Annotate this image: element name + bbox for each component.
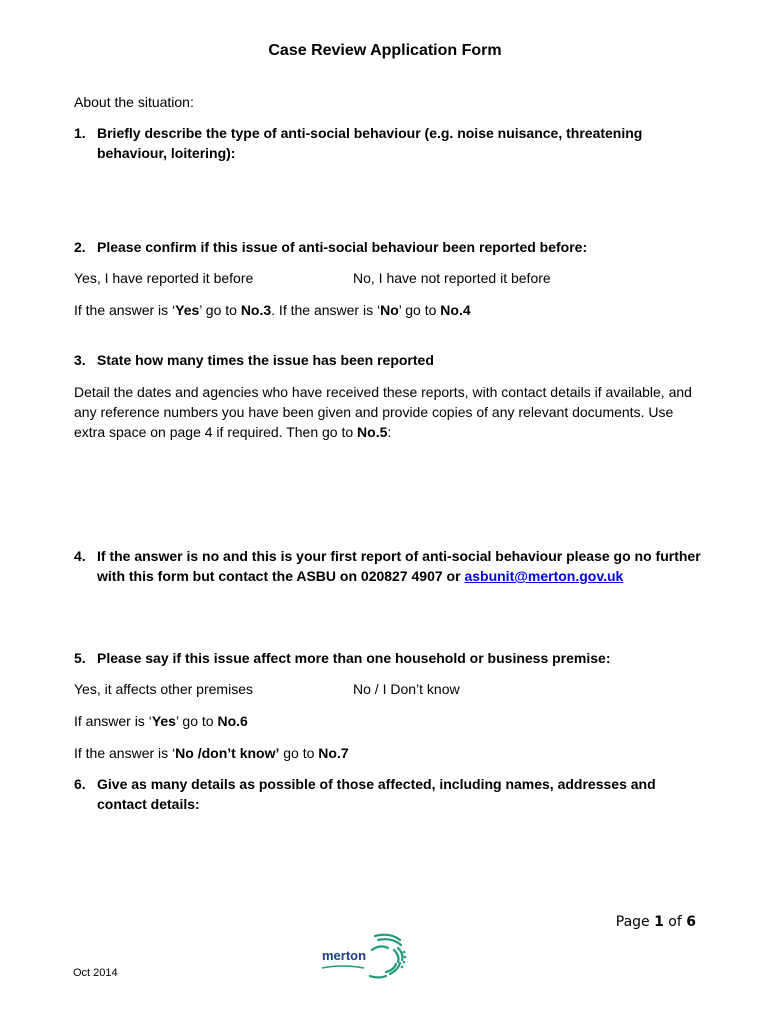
routing-text: go to <box>279 745 319 761</box>
question-text: State how many times the issue has been reported <box>97 352 434 368</box>
option-no[interactable]: No / I Don’t know <box>353 681 460 697</box>
question-number: 5. <box>74 650 86 666</box>
routing-target: No.4 <box>440 302 471 318</box>
routing-target: No.6 <box>217 713 248 729</box>
routing-target: No.7 <box>318 745 349 761</box>
footer-date: Oct 2014 <box>73 967 118 979</box>
option-no[interactable]: No, I have not reported it before <box>353 270 551 286</box>
page-total: 6 <box>686 914 696 930</box>
page-prefix: Page <box>615 914 655 930</box>
question-text-body: If the answer is no and this is your first report of anti-social behaviour please go no further with this form but contact the ASBU on 020827 4907 or <box>97 548 701 584</box>
asbu-email-link[interactable]: asbunit@merton.gov.uk <box>464 568 624 584</box>
routing-text: If answer is ‘ <box>74 713 152 729</box>
routing-text: . If the answer is ‘ <box>271 302 381 318</box>
question-number: 1. <box>74 125 86 141</box>
routing-yes: Yes <box>151 713 176 729</box>
q2-options <box>74 268 704 288</box>
question-number: 4. <box>74 548 86 564</box>
option-yes[interactable]: Yes, I have reported it before <box>74 270 254 286</box>
routing-text: ’ go to <box>398 302 441 318</box>
page-number <box>616 914 696 930</box>
question-text: Briefly describe the type of anti-social behaviour (e.g. noise nuisance, threatening behaviour, loitering): <box>97 125 643 161</box>
routing-yes: Yes <box>175 302 200 318</box>
q5-routing-no <box>74 743 704 763</box>
question-text: Please confirm if this issue of anti-social behaviour been reported before: <box>97 239 588 255</box>
routing-target: No.3 <box>240 302 272 318</box>
routing-text: If the answer is ‘ <box>74 302 176 318</box>
detail-text: Detail the dates and agencies who have received these reports, with contact details if available, and any reference numbers you have been given and provide copies of any relevant documents. Use extra space on page 4 if required. Then go to <box>74 384 692 440</box>
question-5 <box>74 648 704 668</box>
q2-routing <box>74 300 704 320</box>
routing-no: No <box>380 302 399 318</box>
routing-no: No /don’t know’ <box>175 745 280 761</box>
page-current: 1 <box>654 914 664 930</box>
question-6 <box>74 774 704 814</box>
question-number: 2. <box>74 239 86 255</box>
intro-text: About the situation: <box>74 94 194 110</box>
q5-options <box>74 679 704 699</box>
question-1 <box>74 123 704 163</box>
question-number: 6. <box>74 776 86 792</box>
q3-detail <box>74 382 704 442</box>
logo-text: merton <box>322 948 367 963</box>
form-title: Case Review Application Form <box>268 42 502 59</box>
question-3 <box>74 350 704 370</box>
question-2 <box>74 237 704 257</box>
question-4 <box>74 546 704 586</box>
question-text <box>97 546 704 586</box>
question-number: 3. <box>74 352 86 368</box>
routing-text: If the answer is ‘ <box>74 745 176 761</box>
merton-logo <box>320 930 412 982</box>
detail-text: : <box>387 424 392 440</box>
q5-routing-yes <box>74 711 704 731</box>
routing-text: ’ go to <box>199 302 241 318</box>
routing-target: No.5 <box>357 424 388 440</box>
option-yes[interactable]: Yes, it affects other premises <box>74 681 253 697</box>
routing-text: ’ go to <box>175 713 218 729</box>
question-text: Give as many details as possible of those affected, including names, addresses and contact details: <box>97 776 656 812</box>
page-of: of <box>663 914 687 930</box>
question-text: Please say if this issue affect more than one household or business premise: <box>97 650 611 666</box>
